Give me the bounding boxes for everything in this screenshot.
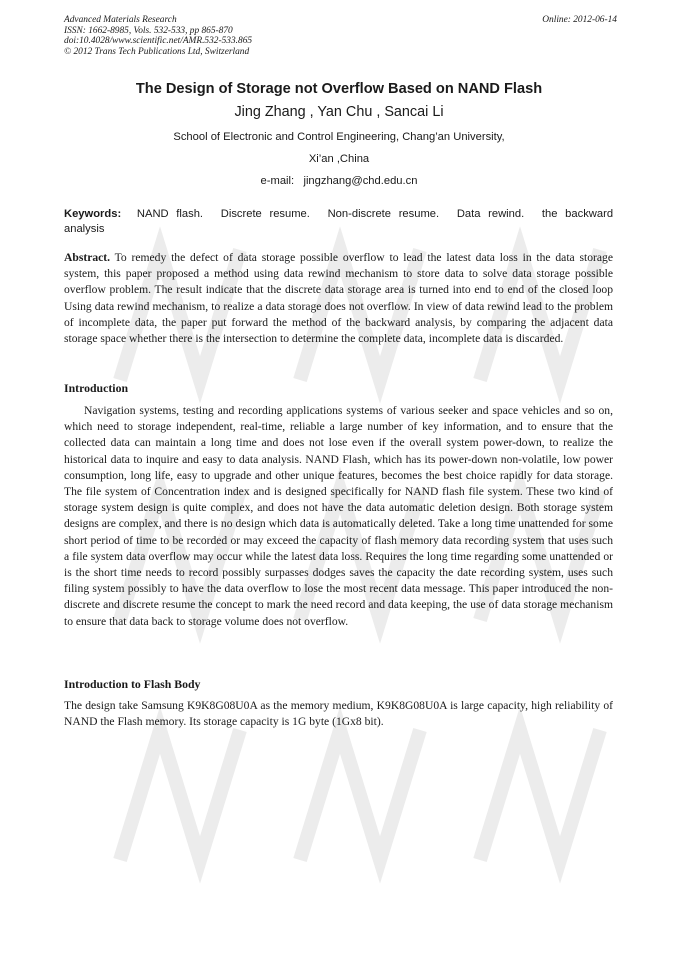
flash-body-heading: Introduction to Flash Body: [64, 677, 201, 691]
publication-header: [64, 15, 617, 57]
email-label: e-mail:: [260, 175, 295, 187]
keyword-item: Non-discrete resume.: [327, 208, 440, 220]
issn-line: ISSN: 1662-8985, Vols. 532-533, pp 865-870: [64, 25, 233, 36]
keywords-section: [64, 207, 613, 237]
affiliation-line-1: School of Electronic and Control Engineering, Chang’an University,: [173, 131, 505, 143]
keyword-item: Discrete resume.: [220, 208, 310, 220]
keyword-item: the backward analysis: [64, 208, 614, 235]
online-date: Online: 2012-06-14: [542, 15, 617, 25]
introduction-heading: Introduction: [64, 381, 129, 395]
doi-line[interactable]: doi:10.4028/www.scientific.net/AMR.532-533.865: [64, 36, 253, 47]
email-address[interactable]: jingzhang@chd.edu.cn: [303, 175, 418, 187]
keyword-item: NAND flash.: [136, 208, 204, 220]
flash-body-paragraph: The design take Samsung K9K8G08U0A as the memory medium, K9K8G08U0A is large capacity, high reliability of NAND the Flash memory. Its storage capacity is 1G byte (1Gx8 bit).: [64, 699, 613, 729]
author-list: Jing Zhang , Yan Chu , Sancai Li: [234, 104, 444, 120]
abstract-text: To remedy the defect of data storage possible overflow to lead the latest data loss in the data storage system, this paper proposed a method using data rewind mechanism to store data to solve data storage possible overflow problem. The result indicate that the discrete data storage area is turned into end to end of the closed loop Using data rewind mechanism, to realize a data storage does not overflow. In view of data rewind lead to the problem of incomplete data, the paper put forward the method of the backward analysis, by comparing the adjacent data storage space whether there is the intersection to determine the complete data, incomplete data is discarded.: [64, 251, 613, 346]
abstract-section: [64, 250, 613, 347]
abstract-label: Abstract.: [64, 251, 111, 264]
introduction-paragraph: Navigation systems, testing and recording applications systems of various seeker and space vehicles and so on, which need to storage independent, real-time, reliable a large number of key information, and to ensure that the collected data can maintain a long time and does not lose even if the overall system power-down, to realize the historical data to inquire and easy to data analysis. NAND Flash, which has its power-down non-volatile, low power consumption, long life, easy to upgrade and other unique features, becomes the best choice rapidly for data storage. The file system of Concentration index and is designed specifically for NAND flash file system. These two kind of storage system design is quite complex, and does not have the data automatic deletion design. Both storage system designs are complex, and there is no design which data is automatically deleted. Take a long time unattended for some short period of time to be recorded or may exceed the capacity of flash memory data recording system that uses such a file system data overflow may occur while the latest data loss. Requires the long time regarding some unattended or is the short time needs to record possibly surpasses dodges saves the capacity the date recording system, uses such filing system possibly to have the data overflow to lose the most recent data message. This paper introduced the non-discrete and discrete resume the concept to mark the need record and data keeping, the use of data storage mechanism to ensure that data back to storage volume does not overflow.: [64, 404, 613, 628]
email-line: [0, 175, 678, 187]
paper-title: The Design of Storage not Overflow Based on NAND Flash: [135, 81, 543, 97]
affiliation-line-2: Xi’an ,China: [308, 153, 370, 165]
journal-name: Advanced Materials Research: [64, 15, 177, 25]
copyright-line: © 2012 Trans Tech Publications Ltd, Switzerland: [64, 46, 250, 57]
keyword-item: Data rewind.: [456, 208, 525, 220]
keywords-label: Keywords:: [64, 208, 122, 220]
